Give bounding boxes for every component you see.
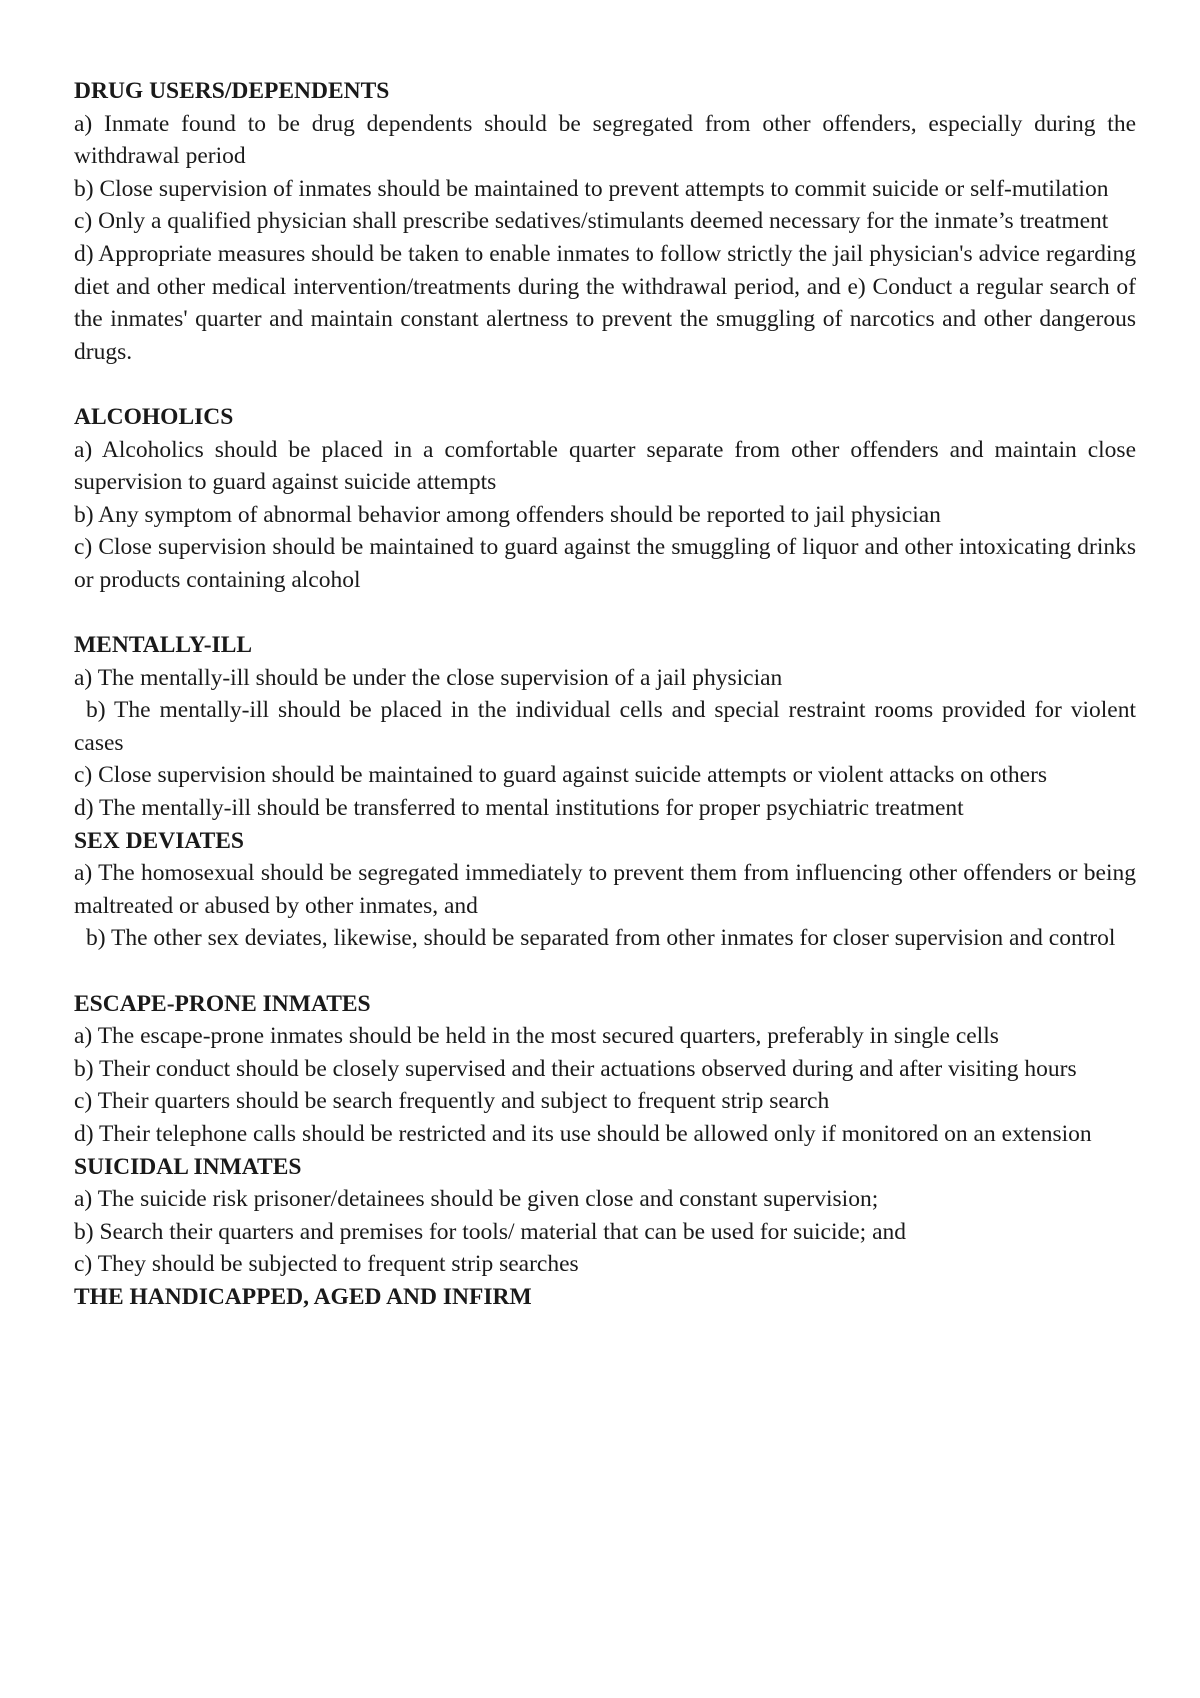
list-item: a) Inmate found to be drug dependents should be segregated from other offenders, especially during the withdrawal period — [74, 110, 1136, 170]
section-heading: SEX DEVIATES — [74, 827, 244, 854]
section-heading: ESCAPE-PRONE INMATES — [74, 990, 371, 1017]
section-sex-deviates — [74, 825, 1136, 955]
section-alcoholics — [74, 401, 1136, 597]
spacer — [74, 368, 1136, 401]
list-item: b) Close supervision of inmates should be maintained to prevent attempts to commit suicide or self-mutilation — [74, 175, 1109, 202]
section-heading: SUICIDAL INMATES — [74, 1153, 302, 1180]
list-item: c) Only a qualified physician shall prescribe sedatives/stimulants deemed necessary for the inmate’s treatment — [74, 208, 1109, 235]
list-item: a) The escape-prone inmates should be held in the most secured quarters, preferably in single cells — [74, 1023, 999, 1050]
list-item: b) The mentally-ill should be placed in the individual cells and special restraint rooms provided for violent cases — [74, 697, 1136, 756]
section-heading: MENTALLY-ILL — [74, 632, 253, 659]
list-item: a) The suicide risk prisoner/detainees should be given close and constant supervision; — [74, 1186, 879, 1213]
list-item: b) Their conduct should be closely supervised and their actuations observed during and after visiting hours — [74, 1055, 1077, 1082]
section-handicapped — [74, 1281, 1136, 1314]
section-drug-users — [74, 75, 1136, 368]
list-item: c) Their quarters should be search frequently and subject to frequent strip search — [74, 1088, 830, 1115]
list-item: b) The other sex deviates, likewise, should be separated from other inmates for closer supervision and control — [86, 925, 1116, 952]
section-mentally-ill — [74, 629, 1136, 825]
spacer — [74, 955, 1136, 988]
list-item: b) Search their quarters and premises for tools/ material that can be used for suicide; and — [74, 1218, 907, 1245]
section-suicidal — [74, 1151, 1136, 1281]
list-item: b) Any symptom of abnormal behavior among offenders should be reported to jail physician — [74, 501, 941, 528]
section-heading: DRUG USERS/DEPENDENTS — [74, 78, 390, 104]
list-item: a) Alcoholics should be placed in a comfortable quarter separate from other offenders and maintain close supervision to guard against suicide attempts — [74, 436, 1136, 496]
document-page — [74, 75, 1136, 1314]
list-item: c) Close supervision should be maintained to guard against suicide attempts or violent attacks on others — [74, 762, 1048, 789]
list-item: d) Appropriate measures should be taken to enable inmates to follow strictly the jail physician's advice regarding diet and other medical intervention/treatments during the withdrawal period, and e) Conduct a regular search of the inmates' quarter and maintain constant alertness to prevent the smuggling of narcotics and other dangerous drugs. — [74, 240, 1136, 365]
list-item: d) The mentally-ill should be transferred to mental institutions for proper psychiatric treatment — [74, 795, 964, 822]
list-item: a) The mentally-ill should be under the close supervision of a jail physician — [74, 664, 783, 691]
section-heading: ALCOHOLICS — [74, 403, 234, 430]
list-item: c) Close supervision should be maintained to guard against the smuggling of liquor and other intoxicating drinks or products containing alcohol — [74, 534, 1136, 593]
list-item: a) The homosexual should be segregated immediately to prevent them from influencing other offenders or being maltreated or abused by other inmates, and — [74, 860, 1136, 919]
spacer — [74, 597, 1136, 630]
list-item: d) Their telephone calls should be restricted and its use should be allowed only if monitored on an extension — [74, 1121, 1092, 1147]
list-item: c) They should be subjected to frequent strip searches — [74, 1251, 579, 1278]
section-heading: THE HANDICAPPED, AGED AND INFIRM — [74, 1283, 532, 1310]
section-escape-prone — [74, 988, 1136, 1151]
